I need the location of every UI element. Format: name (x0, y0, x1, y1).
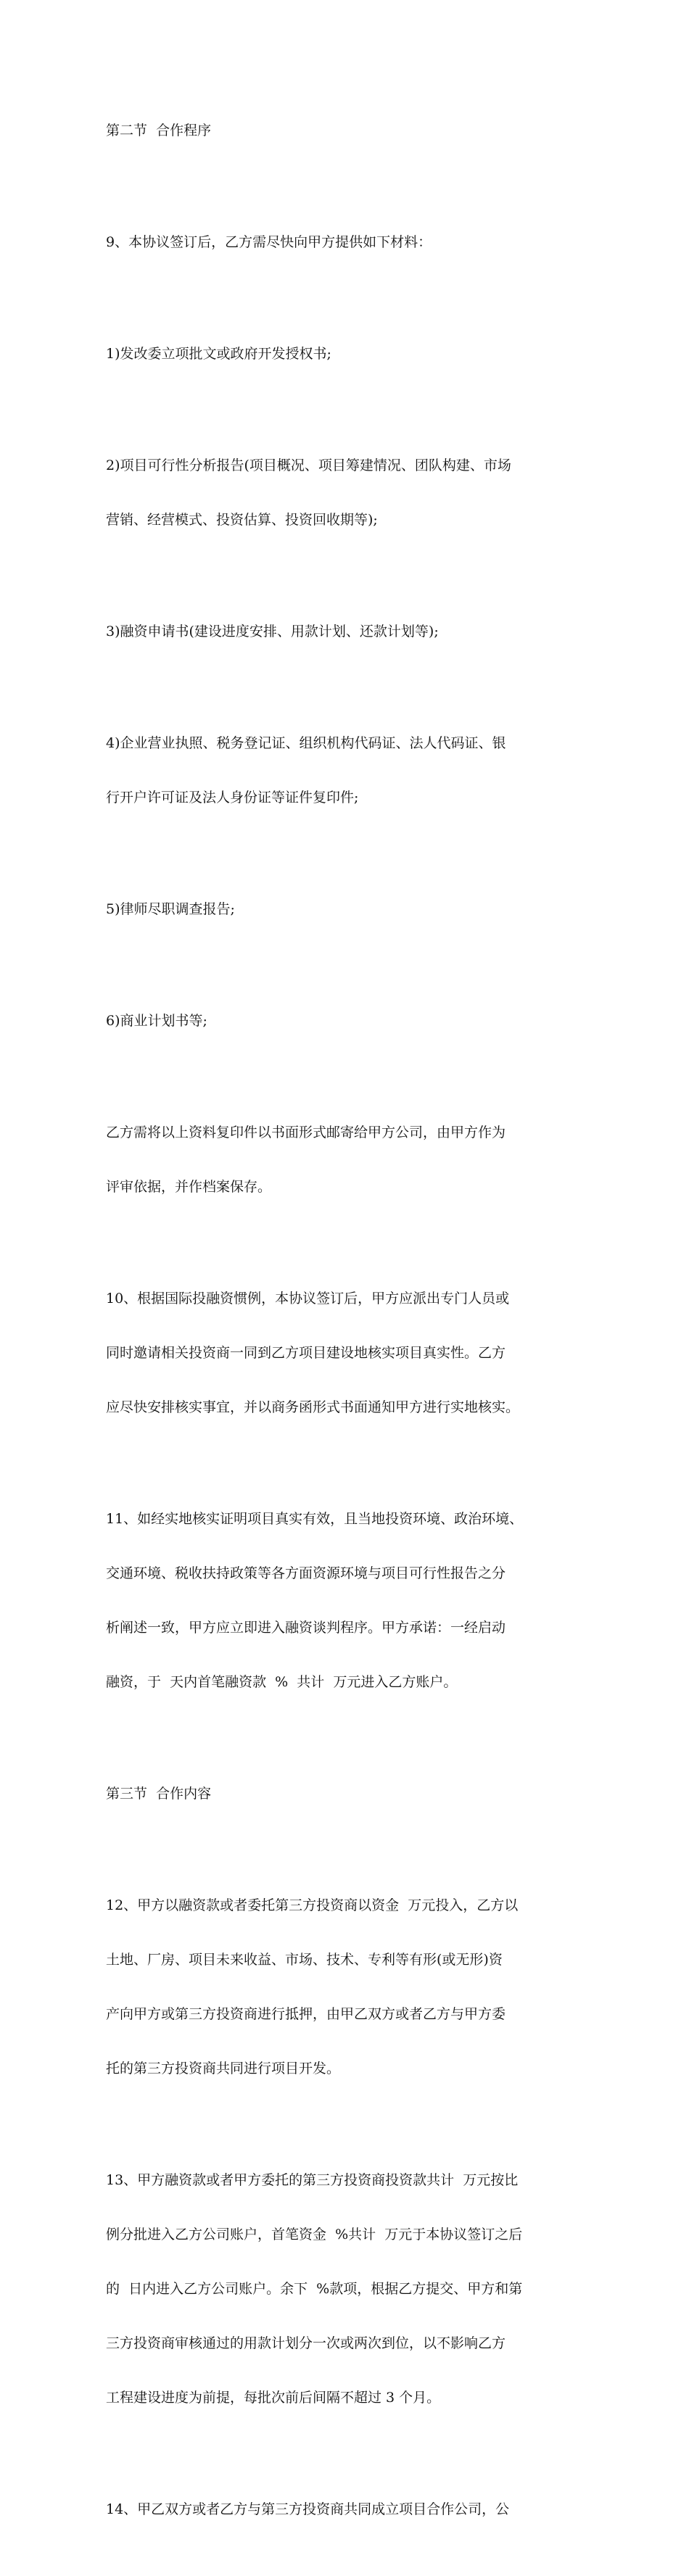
text-line: 乙方需将以上资料复印件以书面形式邮寄给甲方公司，由甲方作为 (106, 1125, 506, 1140)
list-item-1 (106, 309, 599, 399)
text-line: 的 日内进入乙方公司账户。余下 %款项，根据乙方提交、甲方和第 (106, 2281, 523, 2297)
text-line: 营销、经营模式、投资估算、投资回收期等); (106, 512, 378, 528)
text-line: 11、如经实地核实证明项目真实有效，且当地投资环境、政治环境、 (106, 1511, 524, 1527)
clause-10 (106, 1254, 599, 1453)
materials-note (106, 1088, 599, 1233)
text-line: 同时邀请相关投资商一同到乙方项目建设地核实项目真实性。乙方 (106, 1345, 506, 1361)
text-line: 评审依据，并作档案保存。 (106, 1179, 272, 1195)
text-line: 5)律师尽职调查报告; (106, 901, 235, 917)
text-line: 应尽快安排核实事宜，并以商务函形式书面通知甲方进行实地核实。 (106, 1399, 520, 1415)
list-item-4 (106, 698, 599, 843)
clause-12 (106, 1860, 599, 2114)
clause-11 (106, 1474, 599, 1728)
text-line: 交通环境、税收扶持政策等各方面资源环境与项目可行性报告之分 (106, 1565, 506, 1581)
text-line: 产向甲方或第三方投资商进行抵押，由甲乙双方或者乙方与甲方委 (106, 2006, 506, 2022)
list-item-6 (106, 976, 599, 1067)
document-page (106, 86, 599, 2576)
clause-13 (106, 2135, 599, 2443)
list-item-3 (106, 587, 599, 677)
text-line: 托的第三方投资商共同进行项目开发。 (106, 2061, 341, 2076)
text-line: 13、甲方融资款或者甲方委托的第三方投资商投资款共计 万元按比 (106, 2172, 519, 2188)
list-item-2 (106, 421, 599, 566)
text-line: 融资，于 天内首笔融资款 % 共计 万元进入乙方账户。 (106, 1674, 458, 1690)
text-line: 14、甲乙双方或者乙方与第三方投资商共同成立项目合作公司，公 (106, 2501, 510, 2517)
text-line: 第三节 合作内容 (106, 1786, 212, 1802)
text-line: 10、根据国际投融资惯例，本协议签订后，甲方应派出专门人员或 (106, 1291, 510, 1306)
text-line: 6)商业计划书等; (106, 1013, 207, 1029)
text-line: 9、本协议签订后，乙方需尽快向甲方提供如下材料： (106, 234, 432, 250)
section-heading-cooperation-procedure (106, 86, 599, 176)
text-line: 3)融资申请书(建设进度安排、用款计划、还款计划等); (106, 624, 439, 639)
text-line: 12、甲方以融资款或者委托第三方投资商以资金 万元投入，乙方以 (106, 1897, 519, 1913)
section-heading-cooperation-content (106, 1749, 599, 1839)
text-line: 1)发改委立项批文或政府开发授权书; (106, 346, 331, 362)
clause-9 (106, 197, 599, 288)
text-line: 例分批进入乙方公司账户，首笔资金 %共计 万元于本协议签订之后 (106, 2227, 523, 2242)
text-line: 4)企业营业执照、税务登记证、组织机构代码证、法人代码证、银 (106, 735, 506, 751)
text-line: 析阐述一致，甲方应立即进入融资谈判程序。甲方承诺：一经启动 (106, 1620, 506, 1636)
list-item-5 (106, 864, 599, 955)
text-line: 行开户许可证及法人身份证等证件复印件; (106, 790, 359, 805)
text-line: 土地、厂房、项目未来收益、市场、技术、专利等有形(或无形)资 (106, 1952, 503, 1968)
text-line: 工程建设进度为前提，每批次前后间隔不超过 3 个月。 (106, 2390, 441, 2406)
text-line: 三方投资商审核通过的用款计划分一次或两次到位，以不影响乙方 (106, 2335, 506, 2351)
clause-14 (106, 2464, 599, 2555)
text-line: 第二节 合作程序 (106, 123, 212, 138)
text-line: 2)项目可行性分析报告(项目概况、项目筹建情况、团队构建、市场 (106, 457, 511, 473)
